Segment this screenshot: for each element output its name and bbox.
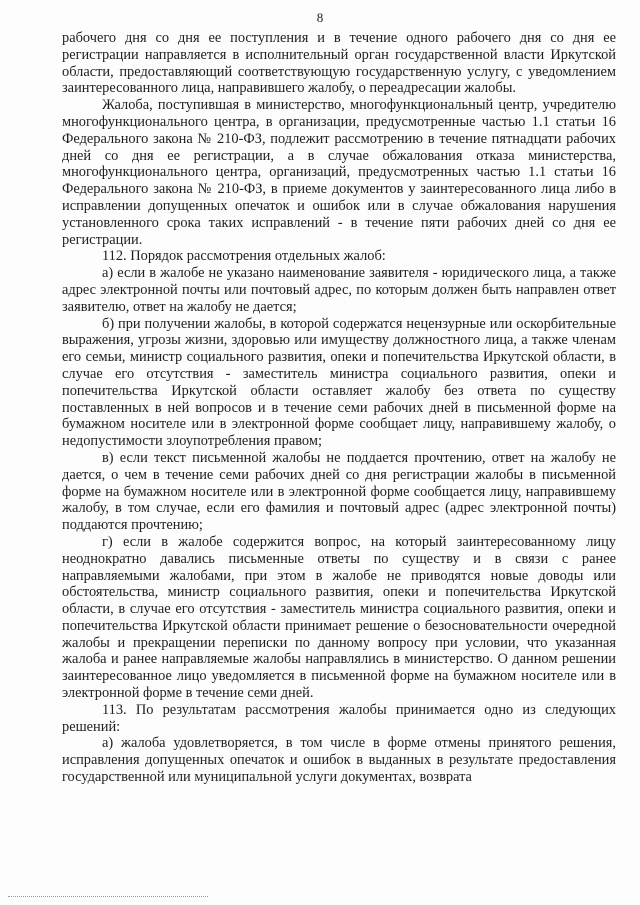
paragraph-113-a: а) жалоба удовлетворяется, в том числе в форме отмены принятого решения, исправления допущенных опечаток и ошибок в выданных в результате предоставления государственной или муниципальной услуги документах, возврата	[62, 735, 616, 786]
section-113-heading: 113. По результатам рассмотрения жалобы принимается одно из следующих решений:	[62, 701, 616, 735]
paragraph-112-g: г) если в жалобе содержится вопрос, на который заинтересованному лицу неоднократно давались письменные ответы по существу и в связи с ранее направляемыми жалобами, при этом в жалобе не приводятся новые доводы или обстоятельства, министр социального развития, опеки и попечительства Иркутской области, в случае его отсутствия - заместитель министра социального развития, опеки и попечительства Иркутской области принимает решение о безосновательности очередной жалобы и прекращении переписки по данному вопросу при условии, что указанная жалоба и ранее направляемые жалобы направлялись в министерство. О данном решении заинтересованное лицо уведомляется в письменной форме на бумажном носителе или в электронной форме в течение семи дней.	[62, 533, 616, 702]
document-body	[62, 30, 616, 786]
paragraph-continuation: рабочего дня со дня ее поступления и в течение одного рабочего дня со дня ее регистрации направляется в исполнительный орган государственной власти Иркутской области, предоставляющий соответствующую государственную услугу, с уведомлением заинтересованного лица, направившего жалобу, о переадресации жалобы.	[62, 30, 616, 97]
paragraph-112-v: в) если текст письменной жалобы не поддается прочтению, ответ на жалобу не дается, о чем в течение семи рабочих дней со дня регистрации жалобы в письменной форме на бумажном носителе или в электронной форме сообщается лицу, направившему жалобу, в том случае, если его фамилия и почтовый адрес (адрес электронной почты) поддаются прочтению;	[62, 449, 616, 534]
footer-divider	[8, 896, 208, 897]
page-number: 8	[316, 10, 324, 25]
paragraph-112-a: а) если в жалобе не указано наименование заявителя - юридического лица, а также адрес электронной почты или почтовый адрес, по которым должен быть направлен ответ заявителю, ответ на жалобу не дается;	[62, 265, 616, 315]
paragraph-complaint-terms: Жалоба, поступившая в министерство, многофункциональный центр, учредителю многофункционального центра, в организации, предусмотренные частью 1.1 статьи 16 Федерального закона № 210-ФЗ, подлежит рассмотрению в течение пятнадцати рабочих дней со дня ее регистрации, а в случае обжалования отказа министерства, многофункционального центра, организаций, предусмотренных частью 1.1 статьи 16 Федерального закона № 210-ФЗ, в приеме документов у заинтересованного лица либо в исправлении допущенных опечаток и ошибок или в случае обжалования нарушения установленного срока таких исправлений - в течение пяти рабочих дней со дня ее регистрации.	[62, 97, 616, 248]
section-112-heading: 112. Порядок рассмотрения отдельных жалоб:	[102, 248, 386, 265]
paragraph-112-b: б) при получении жалобы, в которой содержатся нецензурные или оскорбительные выражения, угрозы жизни, здоровью или имуществу должностного лица, а также членам его семьи, министр социального развития, опеки и попечительства Иркутской области, в случае его отсутствия - заместитель министра социального развития, опеки и попечительства Иркутской области оставляет жалобу без ответа по существу поставленных в ней вопросов и в течение семи рабочих дней в письменной форме на бумажном носителе или в электронной форме сообщает лицу, направившему жалобу, о недопустимости злоупотребления правом;	[62, 315, 616, 450]
